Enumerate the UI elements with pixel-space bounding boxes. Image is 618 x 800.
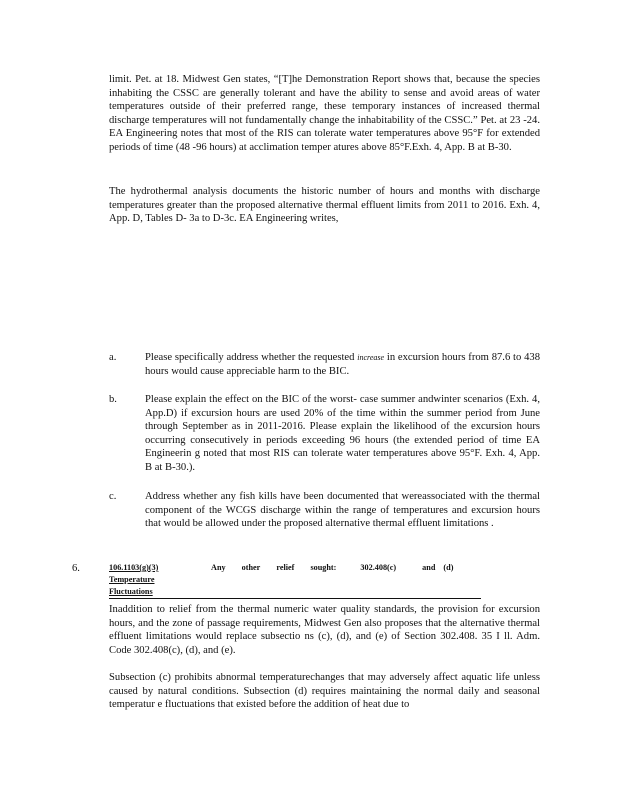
item-a-text [145, 351, 540, 378]
section-title-word: and [422, 563, 436, 572]
section-number: 6. [72, 563, 80, 574]
item-label-a: a. [109, 352, 117, 363]
section-title-last: Fluctuations [109, 587, 153, 596]
paragraph-subsection-c: Subsection (c) prohibits abnormal temperaturechanges that may adversely affect aquatic life unless caused by natural conditions. Subsection (d) requires maintaining the normal daily and seasonal temperatur e fluctuations that existed before the addition of heat due to [109, 672, 540, 711]
section-title-word: relief [276, 563, 295, 572]
section-title-word: (d) [443, 563, 454, 572]
item-b-text: Please explain the effect on the BIC of the worst- case summer andwinter scenarios (Exh. 4, App.D) if excursion hours are used 20% of the time within the summer period from June through September as in 2011-2016. Please explain the likelihood of the excursion hours occurring consecutively in periods exceeding 96 hours (the extended period of time EA Engineerin g noted that most RIS can tolerate water temperatures above 95°F. Exh. 4, App. B at B-30.). [145, 394, 540, 473]
paragraph-in-addition: Inaddition to relief from the thermal numeric water quality standards, the provision for excursion hours, and the zone of passage requirements, Midwest Gen also proposes that the alternative thermal effluent limitations would replace subsectio ns (c), (d), and (e) of Section 302.408. 35 I ll. Adm. Code 302.408(c), (d), and (e). [109, 604, 540, 656]
paragraph-hydrothermal-analysis: The hydrothermal analysis documents the historic number of hours and months with discharge temperatures greater than the proposed alternative thermal effluent limits from 2011 to 2016. Exh. 4, App. D, Tables D- 3a to D-3c. EA Engineering writes, [109, 186, 540, 225]
paragraph-pet-midwest-gen-quote: limit. Pet. at 18. Midwest Gen states, “[T]he Demonstration Report shows that, because the species inhabiting the CSSC are generally tolerant and have the ability to sense and avoid areas of water temperatures outside of their preferred range, these temporary instances of increased thermal discharge temperatures will not fundamentally change the inhabitability of the CSSC.” Pet. at 23 -24. EA Engineering notes that most of the RIS can tolerate water temperatures above 95°F for extended periods of time (48 -96 hours) at acclimation temper atures above 85°F.Exh. 4, App. B at B-30. [109, 74, 540, 153]
section-title-word: sought: [310, 563, 337, 572]
item-a-text-after: in excursion hours from 87.6 to 438 hours would cause appreciable harm to the BIC. [145, 352, 541, 377]
section-heading [109, 562, 481, 599]
item-label-c: c. [109, 491, 117, 502]
section-title-word: 302.408(c) [360, 563, 397, 572]
item-c-text: Address whether any fish kills have been documented that wereassociated with the thermal component of the WCGS discharge within the range of temperatures and excursion hours that would be allowed under the proposed alternative thermal effluent limitations . [145, 491, 540, 530]
section-title-word: Temperature [109, 575, 155, 584]
section-title-word: Any [211, 563, 226, 572]
section-title-word: other [241, 563, 261, 572]
item-label-b: b. [109, 394, 117, 405]
section-citation: 106.1103(g)(3) [109, 563, 159, 572]
item-a-emphasis: increase [357, 353, 385, 362]
item-a-text-before: Please specifically address whether the requested [145, 352, 355, 363]
